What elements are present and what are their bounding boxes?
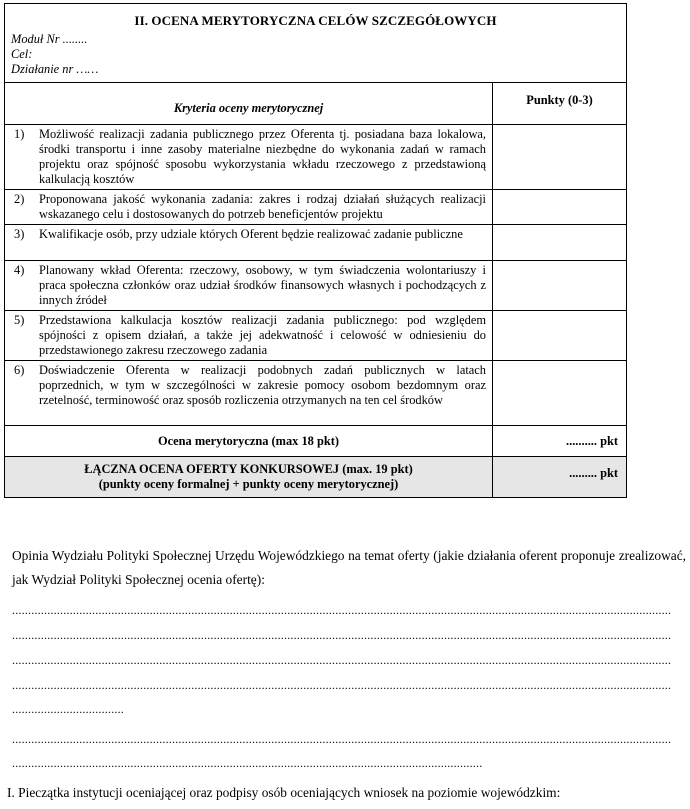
opinion-line[interactable]: .............................................................................................................................................................................................................. [12, 654, 672, 666]
criterion-text: Kwalifikacje osób, przy udziale których Oferent będzie realizować zadanie publiczne [39, 227, 463, 241]
criteria-header: Kryteria oceny merytorycznej [5, 83, 493, 125]
criterion-number: 1) [14, 127, 25, 141]
opinion-line[interactable]: .............................................................................................................................................................................................................. [12, 733, 672, 745]
points-cell[interactable] [493, 190, 627, 225]
criterion-number: 5) [14, 313, 25, 327]
total-sublabel: (punkty oceny formalnej + punkty oceny merytorycznej) [98, 477, 399, 491]
criterion-row [5, 361, 627, 426]
criterion-text: Planowany wkład Oferenta: rzeczowy, osobowy, w tym świadczenia wolontariuszy i praca społeczna członków oraz udział środków finansowych własnych i pochodzących z innych źródeł [39, 263, 486, 307]
points-cell[interactable] [493, 261, 627, 311]
opinion-line[interactable]: .............................................................................................................................................................................................................. [12, 679, 672, 691]
criterion-number: 4) [14, 263, 25, 277]
section-header [5, 4, 627, 83]
opinion-line[interactable]: ................................... [12, 703, 124, 715]
criterion-row [5, 311, 627, 361]
modul-field: Moduł Nr ........ [11, 32, 88, 46]
criterion-row [5, 190, 627, 225]
dzialanie-field: Działanie nr …… [11, 62, 99, 76]
cel-field: Cel: [11, 47, 33, 61]
criterion-row [5, 261, 627, 311]
signature-instruction: I. Pieczątka instytucji oceniającej oraz podpisy osób oceniających wniosek na poziomie wojewódzkim: [7, 785, 561, 800]
criterion-row [5, 125, 627, 190]
opinion-text: Opinia Wydziału Polityki Społecznej Urzędu Wojewódzkiego na temat oferty (jakie działania oferent proponuje zrealizować, jak Wydział Polityki Społecznej ocenia ofertę): [12, 548, 686, 587]
points-cell[interactable] [493, 125, 627, 190]
points-cell[interactable] [493, 311, 627, 361]
total-points[interactable]: ......... pkt [493, 457, 627, 498]
opinion-line[interactable]: .............................................................................................................................................................................................................. [12, 604, 672, 616]
total-score-cell [5, 457, 493, 498]
criterion-text: Proponowana jakość wykonania zadania: zakres i rodzaj działań służących realizacji wskazanego celu i dostosowanych do potrzeb beneficjentów projektu [39, 192, 486, 221]
opinion-line[interactable]: ................................................................................................................................................... [12, 757, 483, 769]
section-title: II. OCENA MERYTORYCZNA CELÓW SZCZEGÓŁOWYCH [134, 13, 497, 28]
criterion-text: Doświadczenie Oferenta w realizacji podobnych zadań publicznych w latach poprzednich, w tym w szczególności w zakresie pomocy osobom bezdomnym oraz rzetelność, terminowość oraz sposób rozliczenia otrzymanych na ten cel środków [39, 363, 486, 407]
criterion-row [5, 225, 627, 261]
evaluation-table [4, 3, 627, 498]
total-label: ŁĄCZNA OCENA OFERTY KONKURSOWEJ (max. 19 pkt) [84, 462, 413, 476]
points-cell[interactable] [493, 361, 627, 426]
points-cell[interactable] [493, 225, 627, 261]
criterion-number: 6) [14, 363, 25, 377]
summary-points[interactable]: .......... pkt [493, 426, 627, 457]
criterion-number: 2) [14, 192, 25, 206]
summary-label: Ocena merytoryczna (max 18 pkt) [5, 426, 493, 457]
criterion-number: 3) [14, 227, 25, 241]
points-header: Punkty (0-3) [493, 83, 627, 125]
criterion-text: Przedstawiona kalkulacja kosztów realizacji zadania publicznego: pod względem spójności z opisem działań, a także jej adekwatność i celowość w odniesieniu do przedstawionego zakresu rzeczowego zadania [39, 313, 486, 357]
opinion-line[interactable]: .............................................................................................................................................................................................................. [12, 629, 672, 641]
criterion-text: Możliwość realizacji zadania publicznego przez Oferenta tj. posiadana baza lokalowa, środki transportu i inne zasoby materialne niezbędne do wykonania zadań w ramach projektu oraz spójność sposobu wykorzystania wkładu rzeczowego z przedstawioną kalkulacją kosztów [39, 127, 486, 186]
